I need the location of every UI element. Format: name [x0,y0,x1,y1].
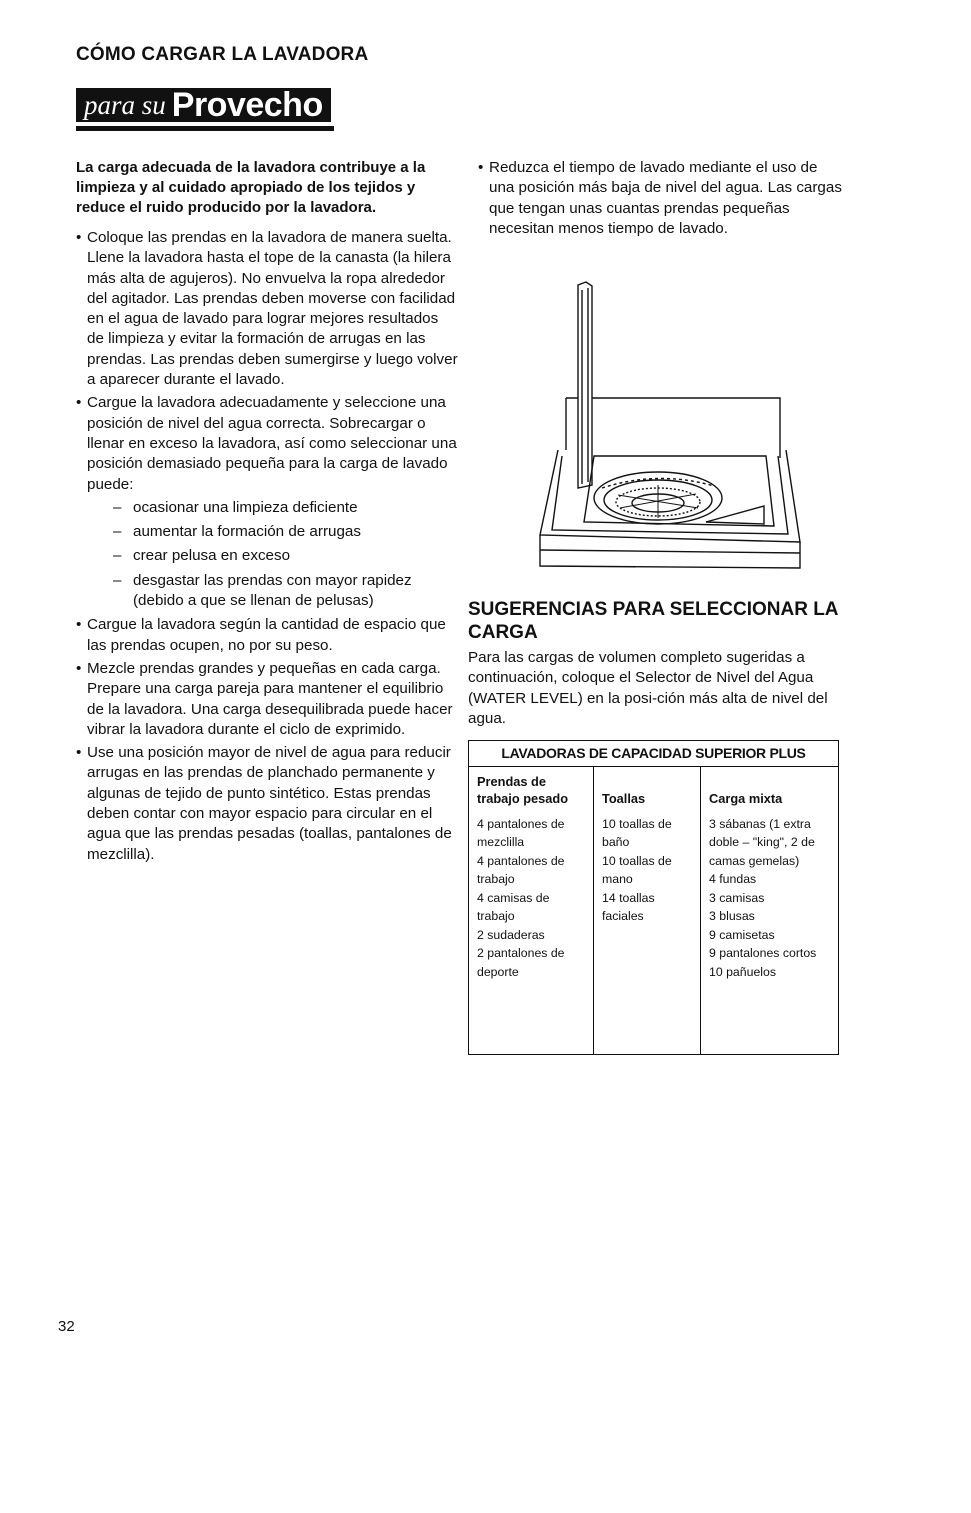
washer-illustration [538,280,804,572]
load-suggestions-section [468,598,838,729]
page-title: CÓMO CARGAR LA LAVADORA [76,44,369,65]
banner-underline [76,126,334,131]
bullet-proper-load [76,393,458,611]
dash-item: – crear pelusa en exceso [113,546,458,566]
list-item: 10 pañuelos [709,964,777,979]
banner-script-text: para su [84,89,166,120]
section-heading: SUGERENCIAS PARA SELECCIONAR LA CARGA [468,599,838,643]
load-suggestions-table [468,740,839,1055]
bullet-mix [76,659,458,740]
bullet-text: Cargue la lavadora adecuadamente y seleccione una posición de nivel del agua correcta. Sobrecargar o llenar en exceso la lavadora, así como seleccionar una posición demasiado pequeña para la carga de lavado puede: [87,394,457,493]
list-item: 2 pantalones de deporte [477,946,565,979]
column-header: Carga mixta [709,790,783,806]
list-item: 4 fundas [709,872,757,886]
intro-paragraph: La carga adecuada de la lavadora contribuye a la limpieza y al cuidado apropiado de los tejidos y reduce el ruido producido por la lavadora. [76,159,426,216]
list-item: 2 sudaderas [477,927,545,942]
bullet-text: Use una posición mayor de nivel de agua para reducir arrugas en las prendas de planchado permanente y algunas de tejido de punto sintético. Estas prendas deben contar con mayor espacio para circular en el agua que las prendas pesadas (toallas, pantalones de mezclilla). [87,744,452,863]
right-column-top [478,158,844,242]
list-item: 9 camisetas [709,927,775,942]
bullet-reduce-time [478,158,844,239]
table-column [594,766,701,1054]
list-item: 10 toallas de mano [602,853,672,886]
table-column [469,766,594,1054]
table-column [701,766,839,1054]
list-item: 3 sábanas (1 extra doble – "king", 2 de camas gemelas) [709,816,815,868]
list-item: 9 pantalones cortos [709,946,817,960]
bullet-text: Mezcle prendas grandes y pequeñas en cada carga. Prepare una carga pareja para mantener el equilibrio de la lavadora. Una carga desequilibrada puede hacer vibrar la lavadora durante el ciclo de exprimido. [87,659,453,738]
dash-item: – desgastar las prendas con mayor rapidez (debido a que se llenan de pelusas) [113,571,458,612]
list-item: 3 blusas [709,909,755,923]
bullet-text: Coloque las prendas en la lavadora de manera suelta. Llene la lavadora hasta el tope de la canasta (la hilera más alta de agujeros). No envuelva la ropa alrededor del agitador. Las prendas deben moverse con facilidad en el agua de lavado para lograr mejores resultados de limpieza y evitar la formación de arrugas en las prendas. Las prendas deben sumergirse y luego volver a aparecer durante el lavado. [87,229,458,389]
list-item: 14 toallas faciales [602,890,655,923]
dash-item: – aumentar la formación de arrugas [113,522,458,542]
list-item: 4 pantalones de mezclilla [477,816,565,849]
section-paragraph: Para las cargas de volumen completo sugeridas a continuación, coloque el Selector de Nivel del Agua (WATER LEVEL) en la posi-ción más alta de nivel del agua. [468,649,828,727]
banner-big-text: Provecho [171,86,323,124]
bullet-text: Cargue la lavadora según la cantidad de espacio que las prendas ocupen, no por su peso. [87,616,446,654]
bullet-text: Reduzca el tiempo de lavado mediante el uso de una posición más baja de nivel del agua. Las cargas que tengan unas cuantas prendas pequeñas necesitan menos tiempo de lavado. [489,159,842,237]
dash-item: – ocasionar una limpieza deficiente [113,498,458,518]
bullet-space [76,615,458,656]
list-item: 4 pantalones de trabajo [477,853,565,886]
bullet-water-level [76,743,458,865]
column-header: Toallas [602,790,646,806]
table-caption: LAVADORAS DE CAPACIDAD SUPERIOR PLUS [469,741,839,767]
column-header: Prendas de trabajo pesado [477,773,569,806]
page-number: 32 [58,1318,75,1335]
left-column [76,158,458,868]
list-item: 3 camisas [709,890,765,905]
para-su-provecho-banner [76,88,331,122]
list-item: 4 camisas de trabajo [477,890,550,923]
list-item: 10 toallas de baño [602,816,672,849]
bullet-loose-loading [76,228,458,390]
